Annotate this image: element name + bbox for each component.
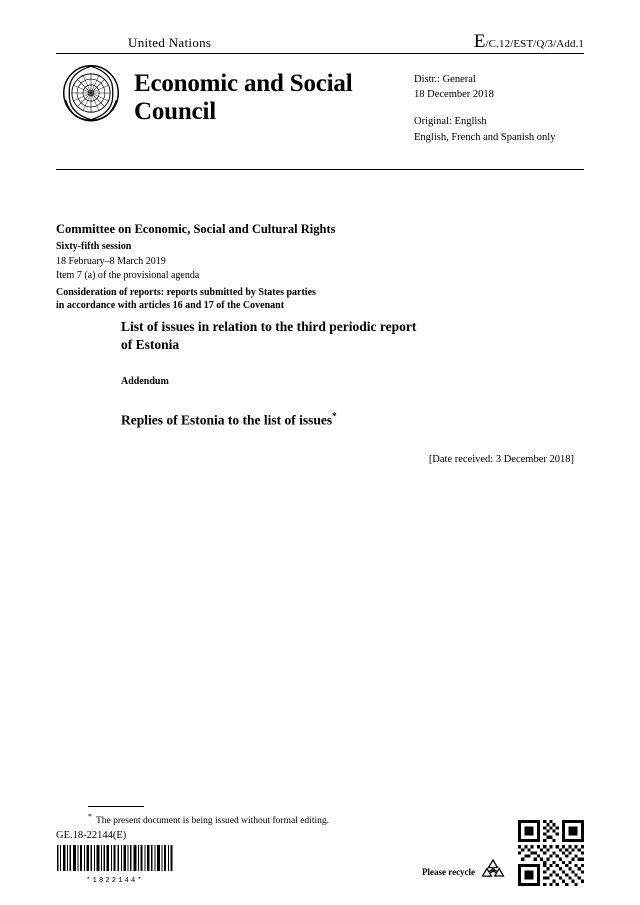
agenda-item: Item 7 (a) of the provisional agenda xyxy=(56,270,200,282)
replies-title xyxy=(121,411,584,429)
distribution-label: Distr.: General xyxy=(414,74,476,85)
document-symbol-prefix: E xyxy=(473,31,486,52)
document-addendum: Addendum xyxy=(121,375,169,387)
recycle-icon xyxy=(480,858,506,885)
distribution-date: 18 December 2018 xyxy=(414,89,494,101)
footnote-mark: * xyxy=(88,812,92,821)
accordance-line: in accordance with articles 16 and 17 of the Covenant xyxy=(56,300,285,312)
masthead-body xyxy=(56,54,584,145)
document-title-block xyxy=(121,318,584,465)
organization-name: United Nations xyxy=(128,35,212,50)
language-group xyxy=(414,114,584,144)
job-number: GE.18-22144(E) xyxy=(56,830,127,841)
document-title-line1: List of issues in relation to the third periodic report xyxy=(121,319,417,334)
recycle-label: Please recycle xyxy=(422,866,476,877)
barcode-icon xyxy=(56,845,174,871)
document-title-line2: of Estonia xyxy=(121,336,180,352)
body-title-wrap xyxy=(120,54,414,125)
footnote-text: The present document is being issued without formal editing. xyxy=(96,816,329,827)
masthead-top-row xyxy=(56,32,584,53)
barcode-text: *1822144* xyxy=(86,877,144,885)
committee-name: Committee on Economic, Social and Cultural Rights xyxy=(56,222,336,236)
footnote-rule xyxy=(88,806,144,807)
replies-title-text: Replies of Estonia to the list of issues xyxy=(121,412,333,428)
date-received: [Date received: 3 December 2018] xyxy=(428,454,574,466)
document-title xyxy=(121,318,584,354)
body-title: Economic and Social Council xyxy=(134,70,353,125)
masthead-meta xyxy=(414,54,584,145)
consideration-line: Consideration of reports: reports submitted by States parties xyxy=(56,286,316,298)
original-language: Original: English xyxy=(414,116,487,128)
footnote xyxy=(88,812,548,826)
committee-session-dates: 18 February–8 March 2019 xyxy=(56,255,166,267)
document-symbol xyxy=(474,32,584,51)
barcode xyxy=(56,845,174,885)
recycle-notice xyxy=(422,858,506,885)
document-symbol-suffix: /C.12/EST/Q/3/Add.1 xyxy=(485,38,584,50)
un-emblem-icon xyxy=(62,64,120,122)
committee-session: Sixty-fifth session xyxy=(56,241,132,252)
replies-footnote-mark: * xyxy=(332,410,337,421)
languages-note: English, French and Spanish only xyxy=(414,131,556,143)
committee-block xyxy=(56,221,584,313)
masthead-bottom-rule xyxy=(56,169,584,170)
distribution-group xyxy=(414,72,584,102)
masthead xyxy=(56,32,584,145)
qr-code-icon xyxy=(518,820,584,886)
